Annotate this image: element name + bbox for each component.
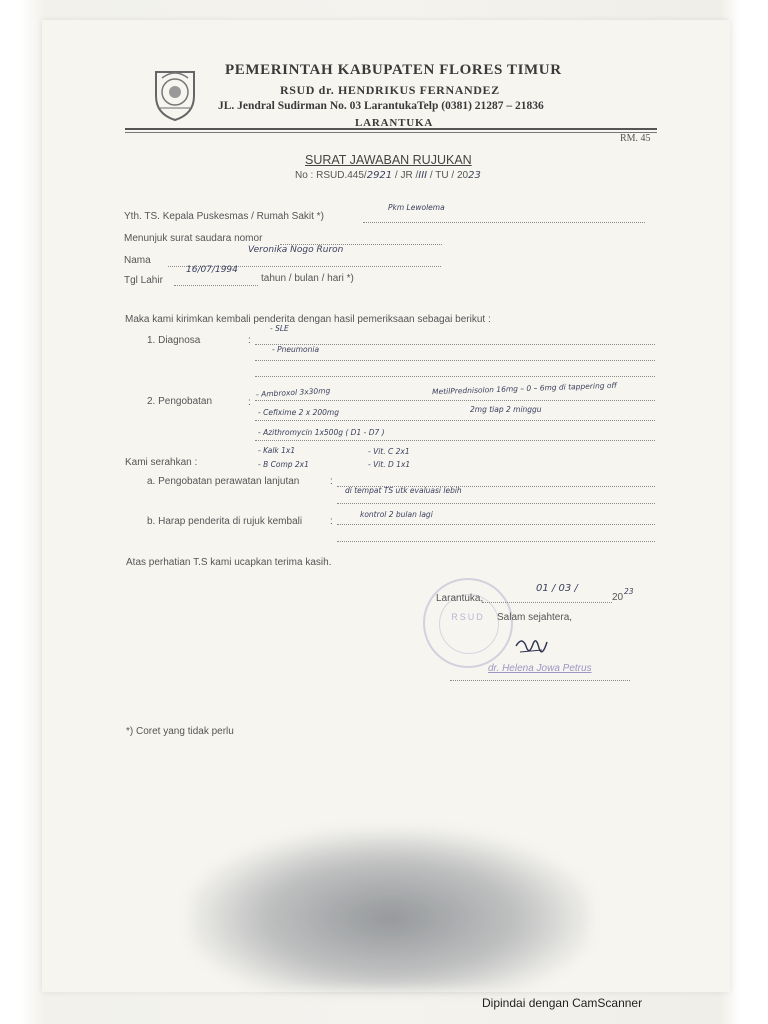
tgl-suffix: tahun / bulan / hari *) <box>261 273 354 284</box>
serahkan-b-colon: : <box>330 516 333 527</box>
yth-line <box>363 222 645 223</box>
pengobatan-line-2 <box>255 420 655 421</box>
pengobatan-left-3: - Azithromycin 1x500g ( D1 - D7 ) <box>258 428 385 437</box>
pengobatan-line-1 <box>255 400 655 401</box>
pengobatan-line-3 <box>255 440 655 441</box>
header-address: JL. Jendral Sudirman No. 03 LarantukaTelp (0381) 21287 – 21836 <box>218 100 544 112</box>
letter-title: SURAT JAWABAN RUJUKAN <box>305 153 472 167</box>
scan-shadow <box>190 830 590 990</box>
pengobatan-left-1: - Ambroxol 3x30mg <box>255 386 331 399</box>
tgl-lahir-label: Tgl Lahir <box>124 275 163 286</box>
number-prefix: No : RSUD.445/ <box>295 170 367 181</box>
header-government: PEMERINTAH KABUPATEN FLORES TIMUR <box>225 62 562 78</box>
seal-text: RSUD <box>451 612 485 622</box>
pengobatan-colon: : <box>248 397 251 408</box>
yth-label: Yth. TS. Kepala Puskesmas / Rumah Sakit *) <box>124 211 324 222</box>
signature-year: 23 <box>624 587 634 596</box>
diagnosa-label: 1. Diagnosa <box>147 335 201 346</box>
pengobatan-right-4: - Vit. D 1x1 <box>368 460 411 469</box>
regency-emblem-icon <box>148 64 202 122</box>
serahkan-a-label: a. Pengobatan perawatan lanjutan <box>147 476 300 487</box>
tgl-line <box>174 285 258 286</box>
number-hw-1: 2921 <box>366 170 393 181</box>
signature-year-prefix: 20 <box>612 592 624 603</box>
header-hospital: RSUD dr. HENDRIKUS FERNANDEZ <box>280 83 500 97</box>
number-hw-3: 23 <box>468 170 481 181</box>
pengobatan-left-4: - Kalk 1x1 <box>258 446 296 455</box>
pengobatan-left-5: - B Comp 2x1 <box>258 460 309 469</box>
serahkan-a-line-2 <box>337 503 655 504</box>
form-code: RM. 45 <box>620 133 651 144</box>
header-rule <box>125 128 657 130</box>
hospital-seal-stamp <box>423 578 513 668</box>
menunjuk-label: Menunjuk surat saudara nomor <box>124 233 263 244</box>
nama-value: Veronika Nogo Ruron <box>248 245 344 255</box>
diagnosa-item-1: - SLE <box>270 324 289 333</box>
serahkan-b-line-2 <box>337 541 655 542</box>
diagnosa-line-3 <box>255 376 655 377</box>
serahkan-b-line-1 <box>337 524 655 525</box>
doctor-signature-icon <box>512 632 552 667</box>
letter-number <box>295 170 481 181</box>
doctor-name-stamp: dr. Helena Jowa Petrus <box>488 663 592 674</box>
serahkan-b-label: b. Harap penderita di rujuk kembali <box>147 516 303 527</box>
serahkan-label: Kami serahkan : <box>125 457 198 468</box>
pengobatan-right-2: 2mg tiap 2 minggu <box>470 405 542 414</box>
pengobatan-right-3: - Vit. C 2x1 <box>368 447 410 456</box>
camscanner-footer: Dipindai dengan CamScanner <box>482 996 643 1010</box>
tgl-lahir-value: 16/07/1994 <box>186 265 238 275</box>
number-mid-2: / TU / 20 <box>427 170 469 181</box>
footnote: *) Coret yang tidak perlu <box>126 726 234 737</box>
serahkan-b-value: kontrol 2 bulan lagi <box>360 510 433 519</box>
intro-text: Maka kami kirimkan kembali penderita dengan hasil pemeriksaan sebagai berikut : <box>125 314 491 325</box>
number-mid-1: / JR / <box>392 170 419 181</box>
closing-text: Atas perhatian T.S kami ucapkan terima kasih. <box>126 557 332 568</box>
signature-date: 01 / 03 / <box>536 583 578 594</box>
header-city: LARANTUKA <box>355 117 434 129</box>
pengobatan-label: 2. Pengobatan <box>147 396 213 407</box>
pengobatan-left-2: - Cefixime 2 x 200mg <box>258 408 339 417</box>
diagnosa-line-2 <box>255 360 655 361</box>
header-rule-thin <box>125 132 657 133</box>
nama-label: Nama <box>124 255 151 266</box>
diagnosa-item-2: - Pneumonia <box>272 345 320 354</box>
serahkan-a-colon: : <box>330 476 333 487</box>
pengobatan-right-1: MetilPrednisolon 16mg – 0 – 6mg di tappering off <box>431 380 618 397</box>
serahkan-a-value: di tempat TS utk evaluasi lebih <box>345 486 462 495</box>
signature-date-line <box>482 602 612 603</box>
salam-text: Salam sejahtera, <box>497 612 573 623</box>
doctor-name-line <box>450 680 630 681</box>
yth-value: Pkm Lewolema <box>388 203 445 212</box>
diagnosa-colon: : <box>248 335 251 346</box>
signature-place: Larantuka, <box>436 593 484 604</box>
number-hw-2: III <box>418 170 428 181</box>
